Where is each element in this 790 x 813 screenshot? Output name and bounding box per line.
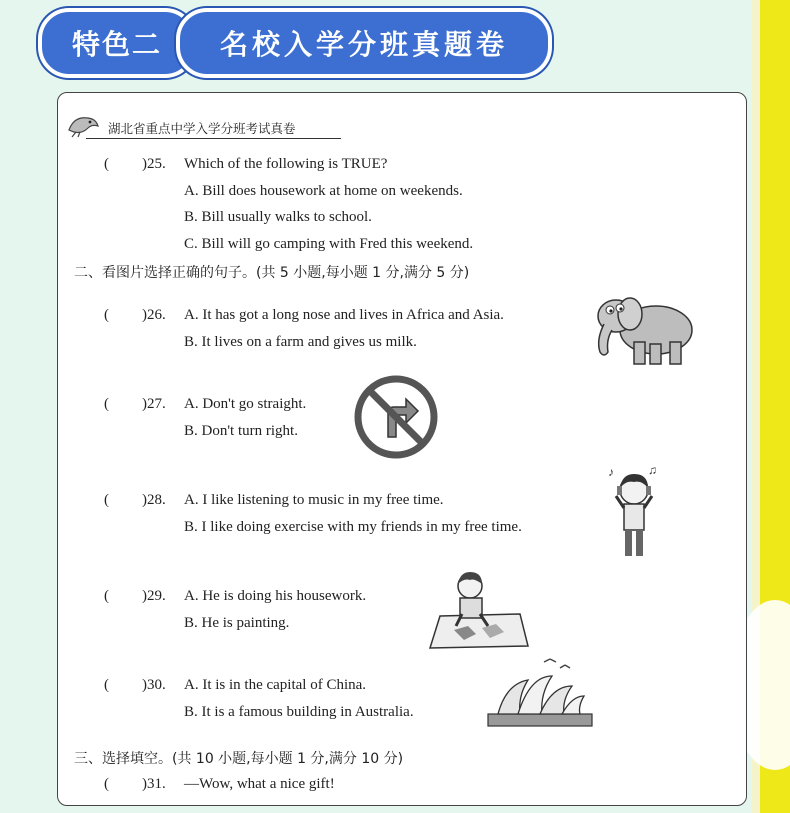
answer-paren-open: ( bbox=[104, 677, 109, 693]
question-number: )25. bbox=[142, 156, 166, 172]
title-badge: 名校入学分班真题卷 bbox=[176, 8, 552, 78]
option: B. I like doing exercise with my friends in my free time. bbox=[184, 519, 522, 535]
option: A. Bill does housework at home on weekends. bbox=[184, 183, 463, 199]
option: A. It has got a long nose and lives in Africa and Asia. bbox=[184, 307, 504, 323]
option: C. Bill will go camping with Fred this weekend. bbox=[184, 236, 474, 252]
answer-paren-open: ( bbox=[104, 776, 109, 792]
question-number: )28. bbox=[142, 492, 166, 508]
option: A. It is in the capital of China. bbox=[184, 677, 367, 693]
question-stem: Which of the following is TRUE? bbox=[184, 156, 388, 172]
answer-paren-open: ( bbox=[104, 156, 109, 172]
svg-text:♪: ♪ bbox=[608, 465, 614, 479]
boy-painting-icon bbox=[424, 568, 534, 650]
option: B. He is painting. bbox=[184, 615, 290, 631]
option: B. It lives on a farm and gives us milk. bbox=[184, 334, 417, 350]
answer-paren-open: ( bbox=[104, 307, 109, 323]
option: A. He is doing his housework. bbox=[184, 588, 367, 604]
svg-text:♫: ♫ bbox=[648, 463, 657, 477]
elephant-icon bbox=[590, 288, 702, 370]
paper-header-title: 湖北省重点中学入学分班考试真卷 bbox=[108, 121, 296, 136]
section-three-heading: 三、选择填空。(共 10 小题,每小题 1 分,满分 10 分) bbox=[74, 751, 404, 767]
answer-paren-open: ( bbox=[104, 492, 109, 508]
option: B. Bill usually walks to school. bbox=[184, 209, 372, 225]
question-number: )27. bbox=[142, 396, 166, 412]
boy-listening-music-icon bbox=[604, 462, 666, 562]
no-right-turn-sign-icon bbox=[354, 375, 438, 459]
bird-logo-icon bbox=[66, 112, 100, 138]
option: B. Don't turn right. bbox=[184, 423, 298, 439]
question-stem: —Wow, what a nice gift! bbox=[184, 776, 335, 792]
feature-badge: 特色二 bbox=[38, 8, 196, 78]
question-number: )26. bbox=[142, 307, 166, 323]
option: B. It is a famous building in Australia. bbox=[184, 704, 414, 720]
section-two-heading: 二、看图片选择正确的句子。(共 5 小题,每小题 1 分,满分 5 分) bbox=[74, 265, 470, 281]
answer-paren-open: ( bbox=[104, 396, 109, 412]
header-underline bbox=[86, 138, 341, 139]
opera-house-icon bbox=[484, 656, 596, 732]
question-number: )31. bbox=[142, 776, 166, 792]
question-number: )29. bbox=[142, 588, 166, 604]
question-number: )30. bbox=[142, 677, 166, 693]
answer-paren-open: ( bbox=[104, 588, 109, 604]
option: A. I like listening to music in my free time. bbox=[184, 492, 444, 508]
option: A. Don't go straight. bbox=[184, 396, 307, 412]
